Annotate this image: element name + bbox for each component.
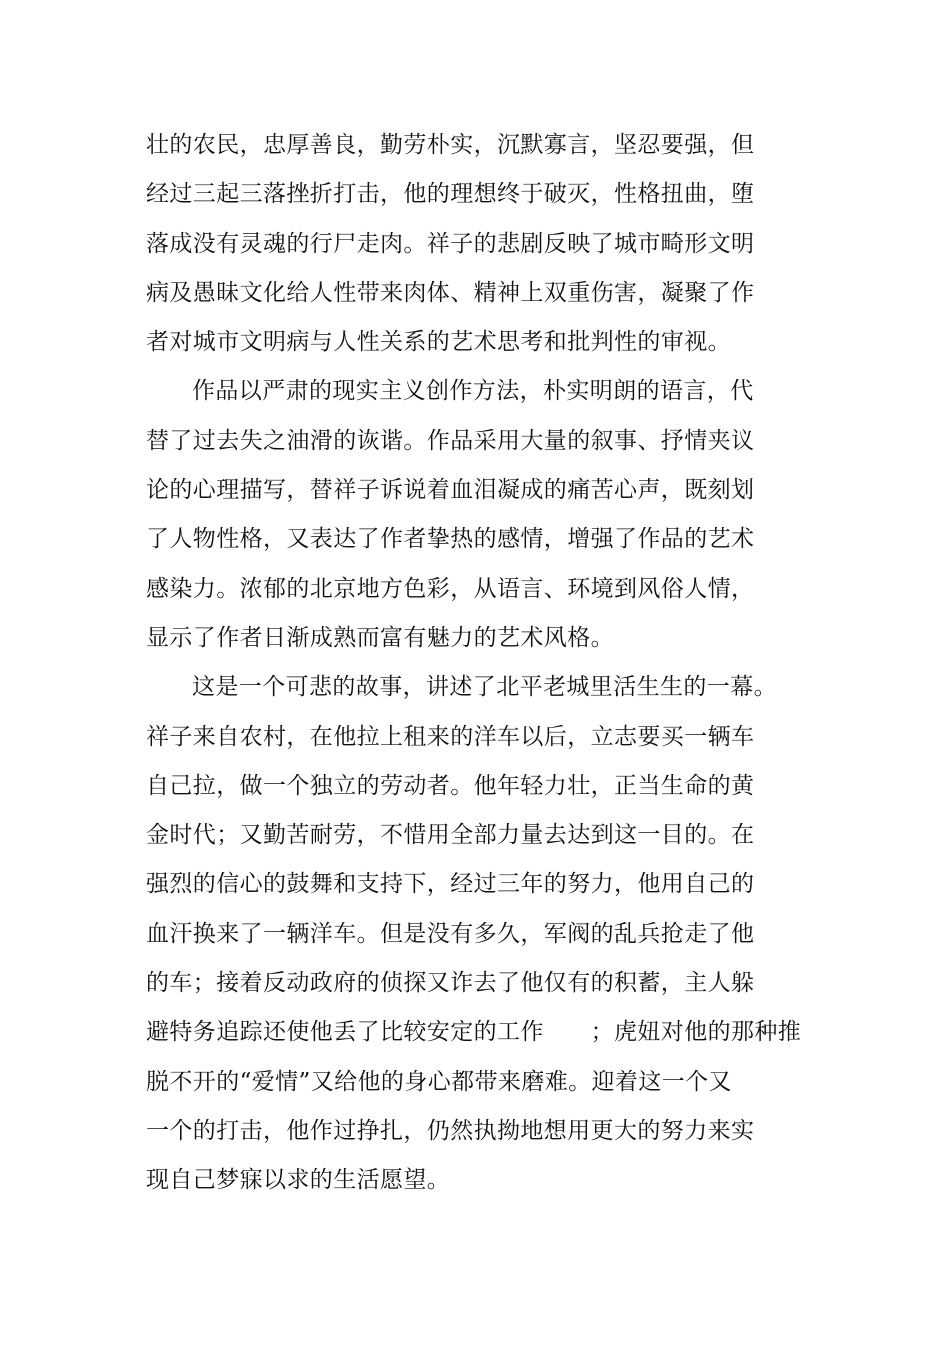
text-line: 自己拉，做一个独立的劳动者。他年轻力壮，正当生命的黄 [146, 772, 755, 799]
text-line: 壮的农民，忠厚善良，勤劳朴实，沉默寡言，坚忍要强，但 [146, 132, 755, 158]
text-line: 血汗换来了一辆洋车。但是没有多久，军阀的乱兵抢走了他 [146, 920, 755, 947]
text-line: 论的心理描写，替祥子诉说着血泪凝成的痛苦心声，既刻划 [146, 477, 755, 504]
text-line: 感染力。浓郁的北京地方色彩，从语言、环境到风俗人情， [146, 575, 755, 602]
paragraph-first-line: 这是一个可悲的故事，讲述了北平老城里活生生的一幕。 [192, 674, 777, 701]
text-line: 替了过去失之油滑的诙谐。作品采用大量的叙事、抒情夹议 [146, 427, 755, 454]
paragraph-first-line: 作品以严肃的现实主义创作方法，朴实明朗的语言，代 [192, 378, 754, 405]
text-line: 落成没有灵魂的行尸走肉。祥子的悲剧反映了城市畸形文明 [146, 230, 755, 257]
text-line: 一个的打击，他作过挣扎，仍然执拗地想用更大的努力来实 [146, 1117, 755, 1144]
text-line: 祥子来自农村，在他拉上租来的洋车以后，立志要买一辆车 [146, 723, 755, 750]
text-line: 了人物性格，又表达了作者挚热的感情，增强了作品的艺术 [146, 526, 755, 553]
text-line: 经过三起三落挫折打击，他的理想终于破灭，性格扭曲，堕 [146, 181, 755, 208]
text-line: 脱不开的“爱情”又给他的身心都带来磨难。迎着这一个又 [146, 1068, 732, 1095]
text-line: 病及愚昧文化给人性带来肉体、精神上双重伤害，凝聚了作 [146, 279, 755, 306]
text-line: 者对城市文明病与人性关系的艺术思考和批判性的审视。 [146, 329, 731, 356]
text-line: 避特务追踪还使他丢了比较安定的工作 ；虎妞对他的那种推 [146, 1019, 802, 1046]
text-line: 现自己梦寐以求的生活愿望。 [146, 1167, 451, 1194]
body-text [146, 121, 906, 1206]
text-line: 金时代；又勤苦耐劳，不惜用全部力量去达到这一目的。在 [146, 822, 755, 849]
text-line: 显示了作者日渐成熟而富有魅力的艺术风格。 [146, 624, 614, 651]
text-line: 的车；接着反动政府的侦探又诈去了他仅有的积蓄，主人躲 [146, 970, 755, 997]
text-line: 强烈的信心的鼓舞和支持下，经过三年的努力，他用自己的 [146, 871, 755, 898]
